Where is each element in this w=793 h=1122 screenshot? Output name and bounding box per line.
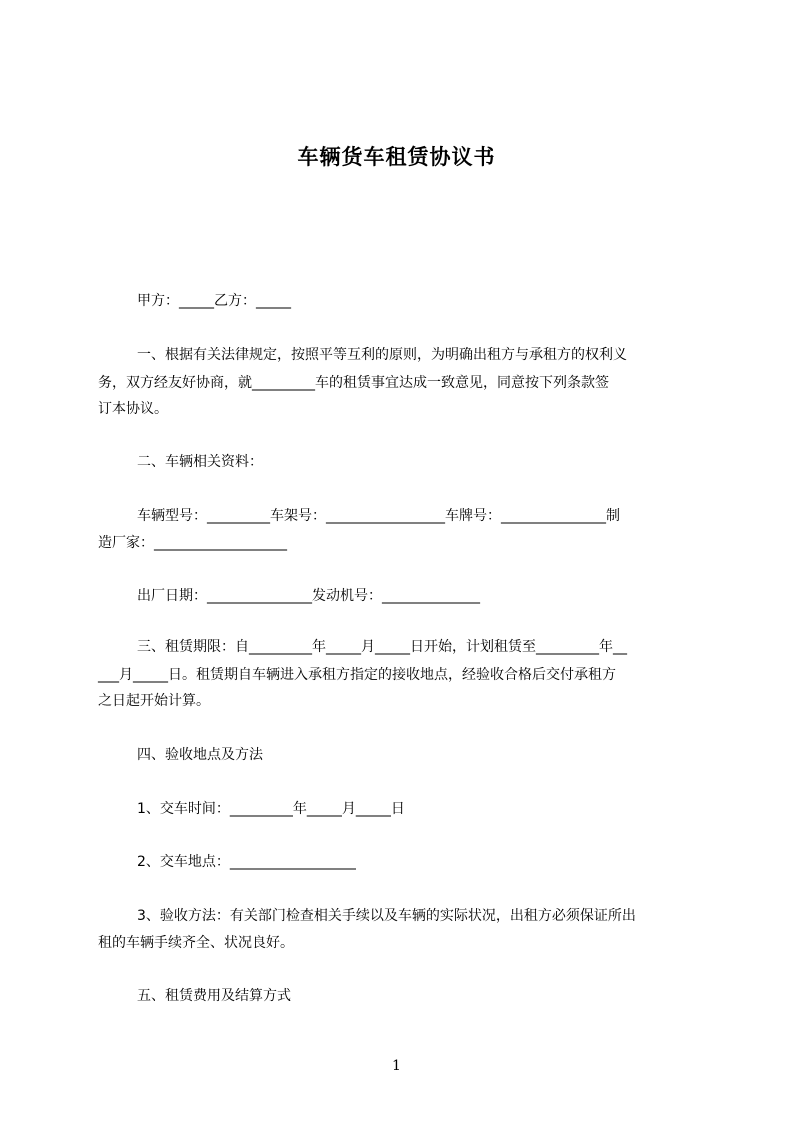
party-line: 甲方：_____乙方：_____ <box>137 293 291 309</box>
delivery-time-line: 1、交车时间：_________年_____月_____日 <box>137 801 405 817</box>
clause-1-line-1: 一、根据有关法律规定，按照平等互利的原则，为明确出租方与承租方的权利义 <box>137 347 627 363</box>
clause-3-line-1: 三、租赁期限：自_________年_____月_____日开始，计划租赁至_________年__ <box>137 639 627 655</box>
clause-1-line-3: 订本协议。 <box>98 401 168 417</box>
manufacture-date-line: 出厂日期：_______________发动机号：______________ <box>137 588 480 604</box>
vehicle-info-line-1: 车辆型号：_________车架号：_________________车牌号：_______________制 <box>137 508 620 524</box>
inspection-method-line-2: 租的车辆手续齐全、状况良好。 <box>98 935 294 951</box>
delivery-location-line: 2、交车地点：__________________ <box>137 854 356 870</box>
vehicle-info-line-2: 造厂家：___________________ <box>98 535 287 551</box>
clause-5-heading: 五、租赁费用及结算方式 <box>137 988 291 1004</box>
clause-2-heading: 二、车辆相关资料： <box>137 454 263 470</box>
clause-1-line-2: 务，双方经友好协商，就_________车的租赁事宜达成一致意见，同意按下列条款签 <box>98 375 609 391</box>
inspection-method-line-1: 3、验收方法：有关部门检查相关手续以及车辆的实际状况，出租方必须保证所出 <box>137 908 636 924</box>
document-title: 车辆货车租赁协议书 <box>297 145 496 169</box>
clause-4-heading: 四、验收地点及方法 <box>137 747 263 763</box>
page-number: 1 <box>392 1058 401 1074</box>
clause-3-line-3: 之日起开始计算。 <box>98 693 210 709</box>
clause-3-line-2: ___月_____日。租赁期自车辆进入承租方指定的接收地点，经验收合格后交付承租方 <box>98 667 616 683</box>
